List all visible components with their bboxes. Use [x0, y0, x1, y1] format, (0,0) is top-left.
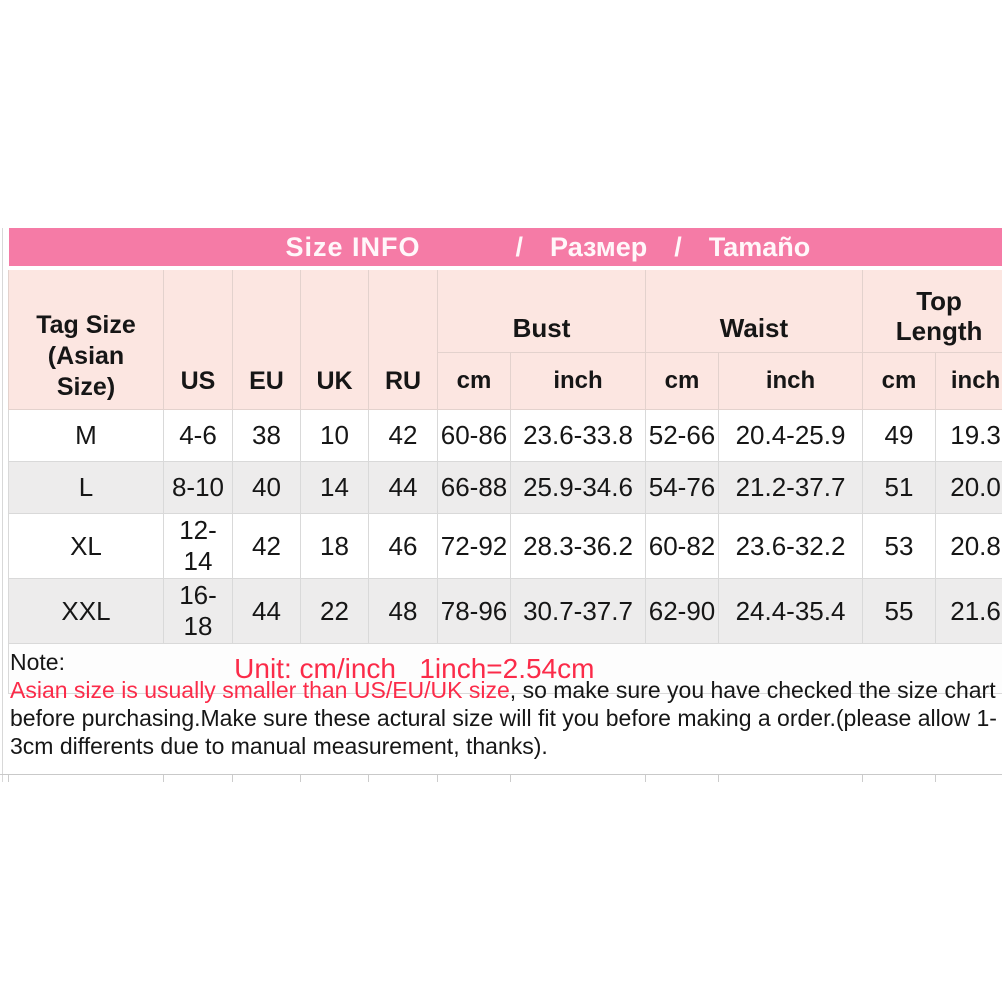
header-waist-inch: inch — [719, 353, 863, 410]
column-gridline-tick — [232, 775, 233, 782]
sheet-bottom-gridline — [0, 774, 1002, 775]
cell: 66-88 — [438, 462, 511, 514]
cell: 23.6-32.2 — [719, 514, 863, 579]
cell: 19.3 — [936, 410, 1002, 462]
cell: 44 — [369, 462, 438, 514]
cell: 72-92 — [438, 514, 511, 579]
header-length-inch: inch — [936, 353, 1002, 410]
cell: 40 — [233, 462, 301, 514]
cell: 38 — [233, 410, 301, 462]
header-ru: RU — [369, 268, 438, 410]
cell: 8-10 — [164, 462, 233, 514]
cell: 30.7-37.7 — [511, 579, 646, 644]
cell: 42 — [369, 410, 438, 462]
column-gridline-tick — [368, 775, 369, 782]
header-top-length: Top Length — [863, 268, 1002, 353]
header-eu: EU — [233, 268, 301, 410]
cell: 18 — [301, 514, 369, 579]
cell: 16-18 — [164, 579, 233, 644]
cell: XL — [9, 514, 164, 579]
size-chart-table — [8, 228, 1002, 694]
banner-row — [9, 228, 1002, 268]
cell: 78-96 — [438, 579, 511, 644]
note-paragraph — [10, 676, 998, 760]
cell: 25.9-34.6 — [511, 462, 646, 514]
header-bust-inch: inch — [511, 353, 646, 410]
column-gridline-tick — [645, 775, 646, 782]
column-gridline-tick — [718, 775, 719, 782]
note-rest: , so make sure you have checked the size chart before purchasing.Make sure these actural size will fit you before making a order.(please allow 1-3cm differents due to manual measurement, thanks). — [10, 677, 997, 759]
cell: 10 — [301, 410, 369, 462]
cell: 21.6 — [936, 579, 1002, 644]
cell: 28.3-36.2 — [511, 514, 646, 579]
cell: 49 — [863, 410, 936, 462]
banner-cell — [9, 228, 1002, 268]
cell: 20.4-25.9 — [719, 410, 863, 462]
column-gridline-tick — [862, 775, 863, 782]
cell: 42 — [233, 514, 301, 579]
cell: 60-82 — [646, 514, 719, 579]
cell: 20.8 — [936, 514, 1002, 579]
header-bust: Bust — [438, 268, 646, 353]
banner-title: Size INFO — [285, 231, 421, 262]
cell: 51 — [863, 462, 936, 514]
column-gridline-tick — [300, 775, 301, 782]
note-highlight: Asian size is usually smaller than US/EU/UK size — [10, 677, 510, 703]
column-gridline-tick — [163, 775, 164, 782]
cell: 20.0 — [936, 462, 1002, 514]
cell: 46 — [369, 514, 438, 579]
unit-note-text: Unit: cm/inch 1inch=2.54cm — [234, 652, 595, 684]
header-waist-cm: cm — [646, 353, 719, 410]
table-row-m — [9, 410, 1002, 462]
header-us: US — [164, 268, 233, 410]
cell: 60-86 — [438, 410, 511, 462]
table-row-l — [9, 462, 1002, 514]
column-gridline-tick — [935, 775, 936, 782]
cell: 48 — [369, 579, 438, 644]
note-block — [10, 648, 998, 760]
cell: XXL — [9, 579, 164, 644]
cell: 55 — [863, 579, 936, 644]
table-row-xl — [9, 514, 1002, 579]
cell: 22 — [301, 579, 369, 644]
cell: 21.2-37.7 — [719, 462, 863, 514]
cell: 12-14 — [164, 514, 233, 579]
banner-subtitle: / Размер / Tamaño — [515, 231, 811, 262]
header-bust-cm: cm — [438, 353, 511, 410]
tag-size-header: Tag Size (Asian Size) — [9, 268, 164, 410]
header-uk: UK — [301, 268, 369, 410]
column-gridline-tick — [437, 775, 438, 782]
cell: 4-6 — [164, 410, 233, 462]
cell: 14 — [301, 462, 369, 514]
cell: L — [9, 462, 164, 514]
header-waist: Waist — [646, 268, 863, 353]
cell: 54-76 — [646, 462, 719, 514]
cell: 52-66 — [646, 410, 719, 462]
group-header-row — [9, 268, 1002, 353]
cell: 23.6-33.8 — [511, 410, 646, 462]
column-gridline-tick — [510, 775, 511, 782]
table-row-xxl — [9, 579, 1002, 644]
sheet-gridline-vertical — [2, 228, 3, 782]
column-gridline-tick — [8, 775, 9, 782]
header-length-cm: cm — [863, 353, 936, 410]
cell: 44 — [233, 579, 301, 644]
note-label: Note: — [10, 649, 65, 675]
cell: M — [9, 410, 164, 462]
cell: 53 — [863, 514, 936, 579]
cell: 62-90 — [646, 579, 719, 644]
cell: 24.4-35.4 — [719, 579, 863, 644]
